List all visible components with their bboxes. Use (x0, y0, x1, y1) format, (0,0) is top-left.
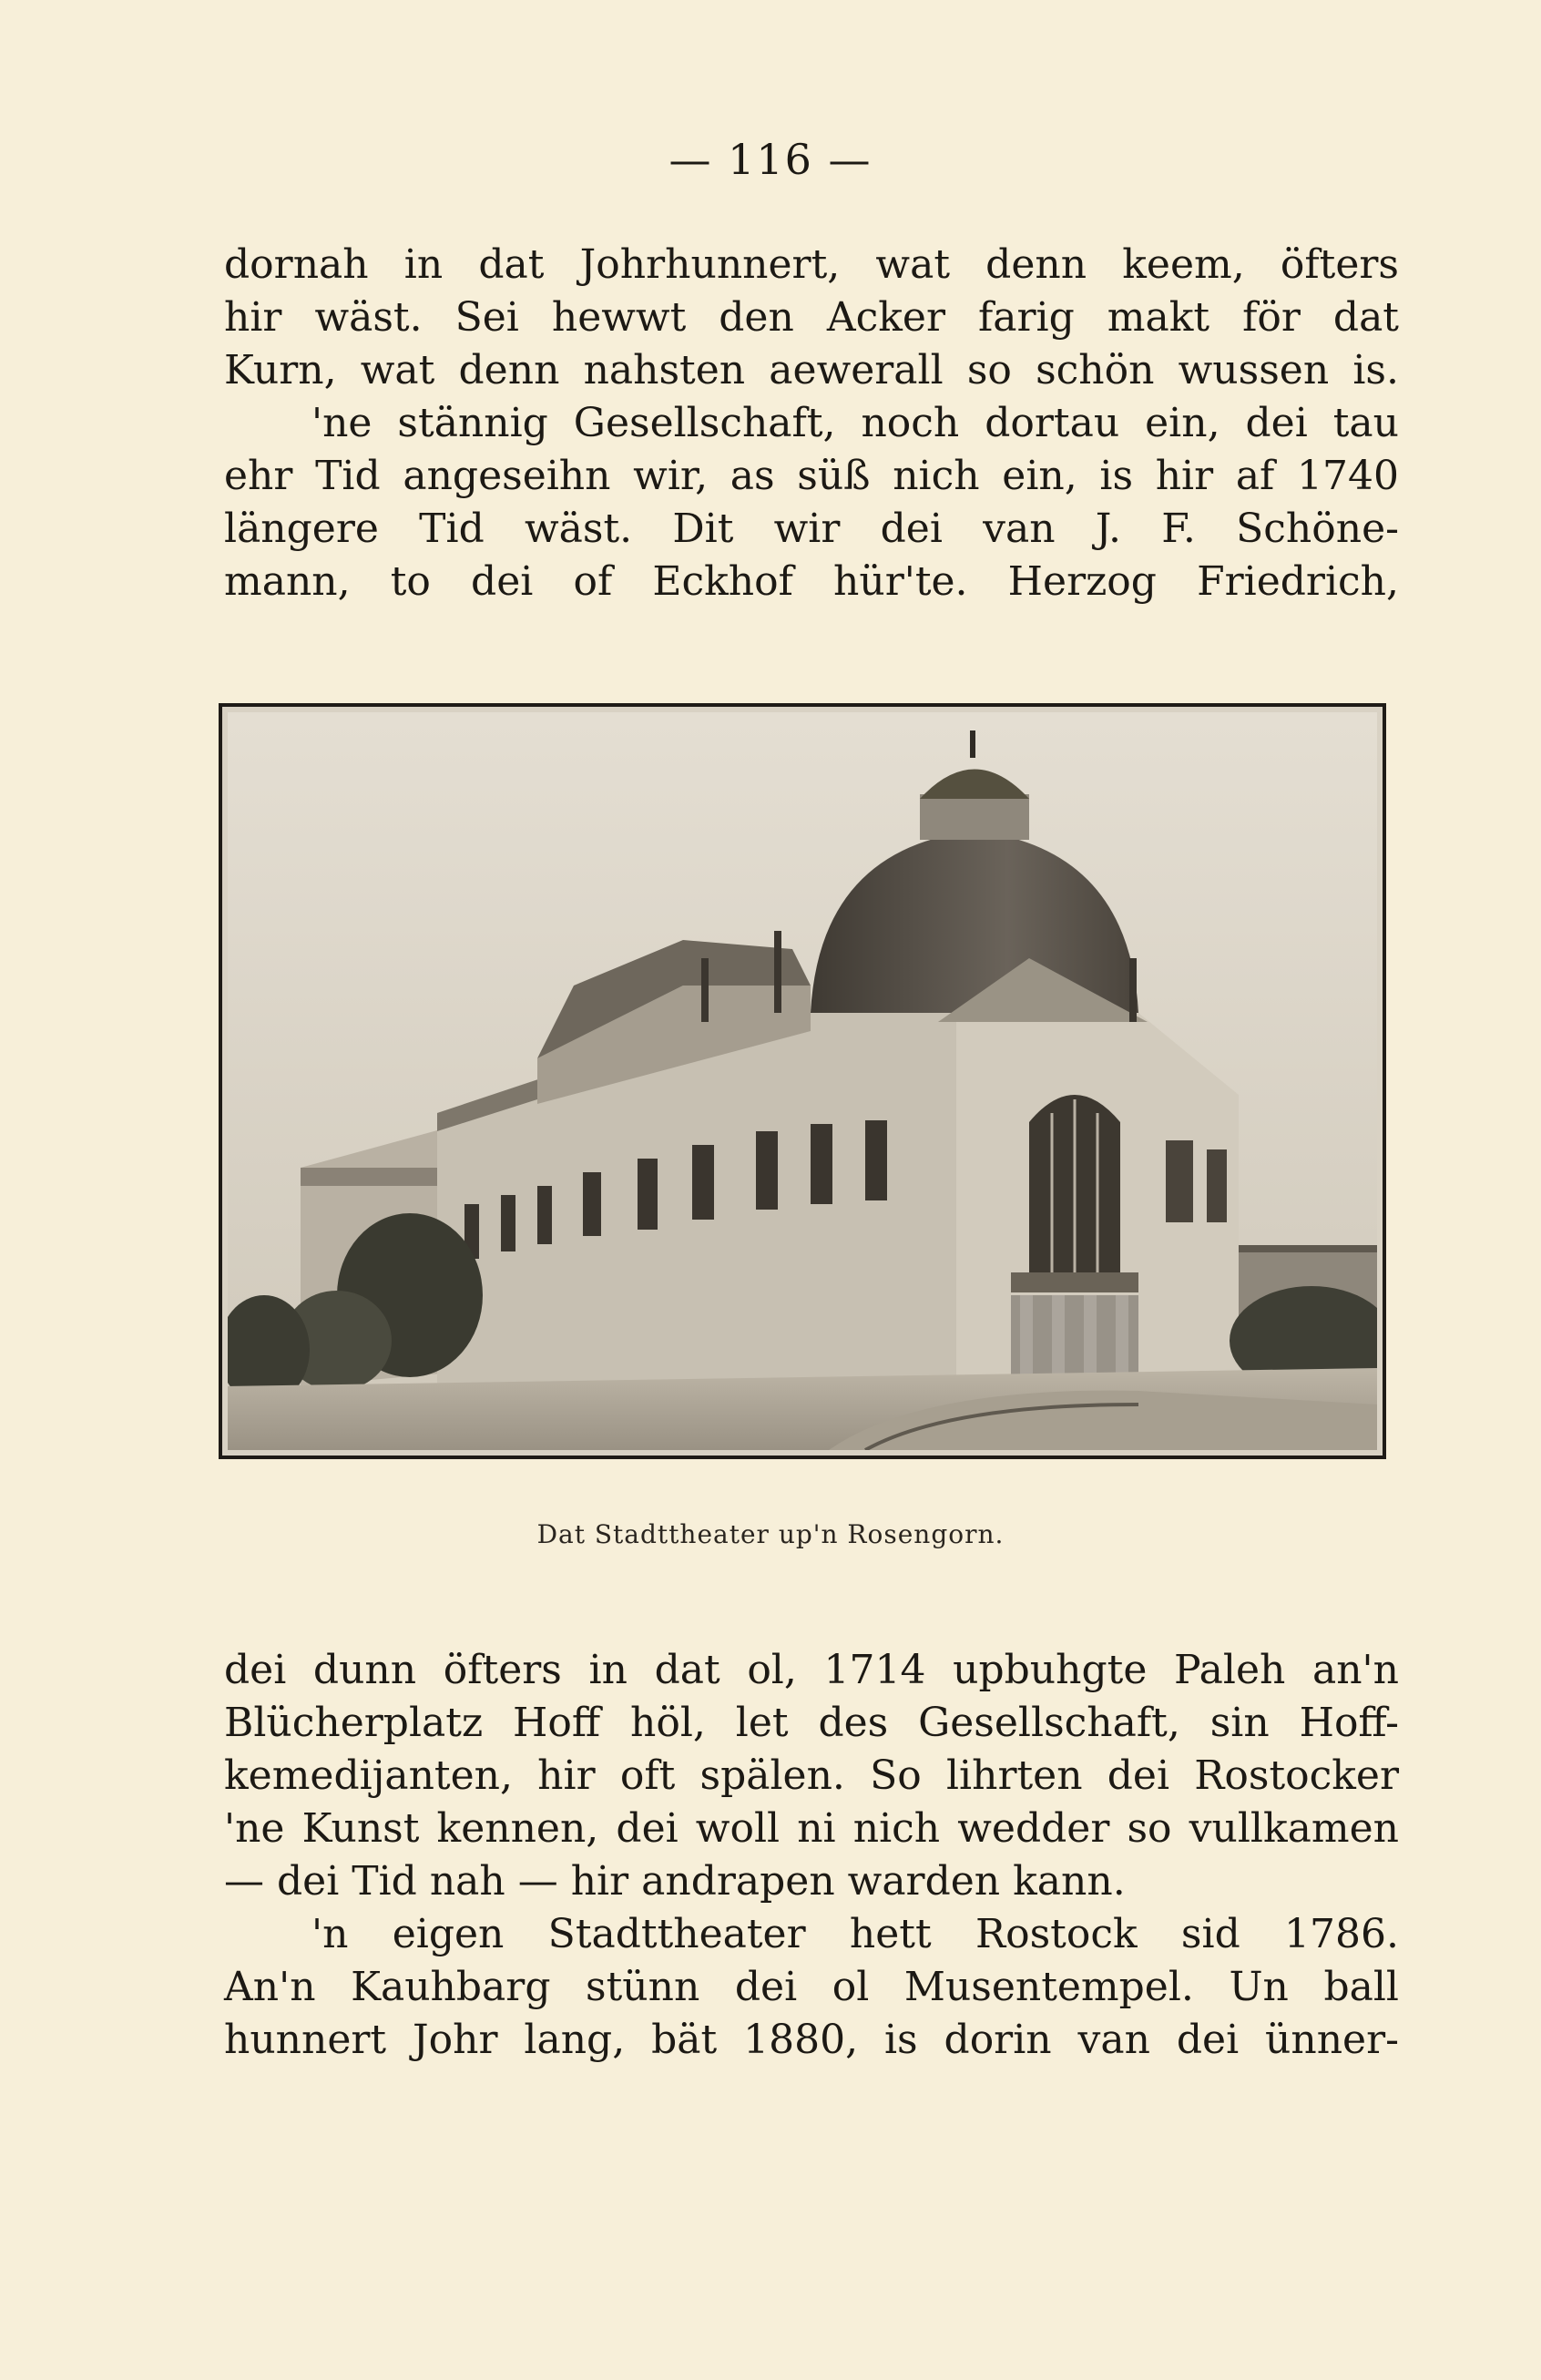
theater-photo (219, 703, 1386, 1459)
text-line: Kurn, wat denn nahsten aewerall so schön wussen is. (224, 347, 1399, 393)
text-line: An'n Kauhbarg stünn dei ol Musentempel. Un ball (224, 1964, 1399, 2010)
text-line: 'n eigen Stadttheater hett Rostock sid 1786. (311, 1911, 1399, 1957)
page-number: — 116 — (668, 135, 873, 184)
text-line: längere Tid wäst. Dit wir dei van J. F. Schöne- (224, 506, 1399, 552)
text-line: 'ne stännig Gesellschaft, noch dortau ein, dei tau (311, 400, 1399, 446)
top-paragraph (224, 239, 1399, 608)
text-line: — dei Tid nah — hir andrapen warden kann. (224, 1858, 1126, 1905)
text-line: 'ne Kunst kennen, dei woll ni nich wedder so vullkamen (224, 1805, 1399, 1852)
text-line: hunnert Johr lang, bät 1880, is dorin van dei ünner- (224, 2017, 1399, 2063)
figure-caption: Dat Stadttheater up'n Rosengorn. (536, 1519, 1005, 1549)
bottom-paragraph (224, 1644, 1399, 2067)
text-line: mann, to dei of Eckhof hür'te. Herzog Friedrich, (224, 558, 1399, 605)
theater-illustration (228, 712, 1377, 1450)
text-line: hir wäst. Sei hewwt den Acker farig makt för dat (224, 294, 1399, 341)
text-line: Blücherplatz Hoff höl, let des Gesellschaft, sin Hoff- (224, 1700, 1399, 1746)
text-line: kemedijanten, hir oft spälen. So lihrten dei Rostocker (224, 1752, 1399, 1799)
text-line: ehr Tid angeseihn wir, as süß nich ein, is hir af 1740 (224, 453, 1399, 499)
text-line: dei dunn öfters in dat ol, 1714 upbuhgte Paleh an'n (224, 1647, 1399, 1693)
text-line: dornah in dat Johrhunnert, wat denn keem, öfters (224, 241, 1399, 288)
